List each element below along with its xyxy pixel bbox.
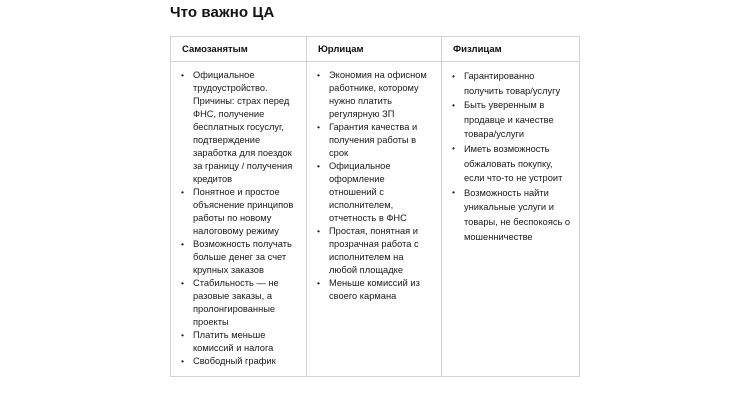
list-item: • Быть уверенным в продавце и качестве товара/услуги xyxy=(462,98,572,142)
cell-samozanyatym xyxy=(171,62,307,377)
table-body xyxy=(171,62,580,377)
list-item: • Иметь возможность обжаловать покупку, если что-то не устроит xyxy=(462,142,572,186)
column-header-fizlicam: Физлицам xyxy=(442,37,580,62)
column-header-yurlicam: Юрлицам xyxy=(307,37,442,62)
list-item: • Простая, понятная и прозрачная работа с исполнителем на любой площадке xyxy=(327,225,434,277)
table-row xyxy=(171,62,580,377)
audience-table xyxy=(170,36,580,377)
list-item: • Гарантированно получить товар/услугу xyxy=(462,69,572,98)
list-item: • Свободный график xyxy=(191,355,299,368)
bullet-list-yurlicam xyxy=(314,69,434,303)
bullet-list-fizlicam xyxy=(449,69,572,244)
table-header-row xyxy=(171,37,580,62)
audience-table-container xyxy=(170,36,579,377)
list-item: • Меньше комиссий из своего кармана xyxy=(327,277,434,303)
cell-fizlicam xyxy=(442,62,580,377)
list-item: • Гарантия качества и получения работы в срок xyxy=(327,121,434,160)
list-item: • Экономия на офисном работнике, которому нужно платить регулярную ЗП xyxy=(327,69,434,121)
cell-yurlicam xyxy=(307,62,442,377)
list-item: • Возможность найти уникальные услуги и товары, не беспокоясь о мошенничестве xyxy=(462,186,572,244)
list-item: • Официальное трудоустройство. Причины: страх перед ФНС, получение бесплатных госуслуг, подтверждение заработка для поездок за границу / получения кредитов xyxy=(191,69,299,186)
list-item: • Возможность получать больше денег за счет крупных заказов xyxy=(191,238,299,277)
cell-content-samozanyatym xyxy=(178,69,299,368)
cell-content-fizlicam xyxy=(449,69,572,244)
list-item: • Стабильность — не разовые заказы, а пролонгированные проекты xyxy=(191,277,299,329)
bullet-list-samozanyatym xyxy=(178,69,299,368)
list-item: • Понятное и простое объяснение принципов работы по новому налоговому режиму xyxy=(191,186,299,238)
cell-content-yurlicam xyxy=(314,69,434,303)
column-header-samozanyatym: Самозанятым xyxy=(171,37,307,62)
list-item: • Платить меньше комиссий и налога xyxy=(191,329,299,355)
page-title: Что важно ЦА xyxy=(170,4,275,21)
table-header xyxy=(171,37,580,62)
list-item: • Официальное оформление отношений с исполнителем, отчетность в ФНС xyxy=(327,160,434,225)
